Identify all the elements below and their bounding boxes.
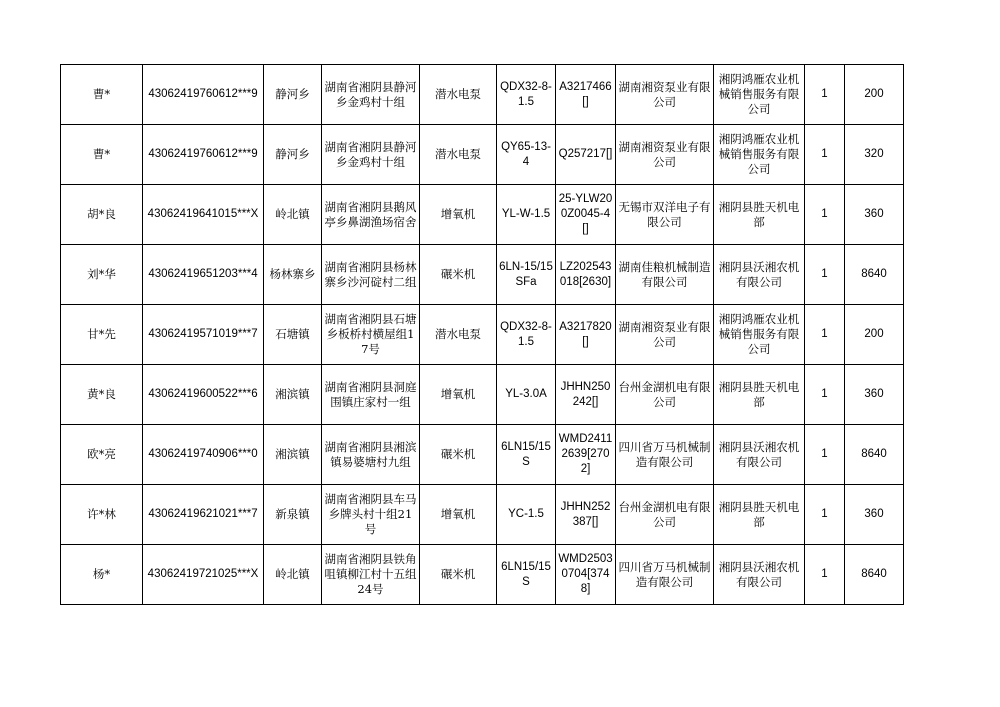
seller: 湘阴县胜天机电部 [714, 365, 805, 425]
subsidy-amount: 360 [845, 185, 904, 245]
address: 湖南省湘阴县湘滨镇易婆塘村九组 [322, 425, 420, 485]
id-number: 43062419600522***6 [143, 365, 264, 425]
quantity: 1 [805, 185, 845, 245]
address: 湖南省湘阴县静河乡金鸡村十组 [322, 65, 420, 125]
id-number: 43062419760612***9 [143, 125, 264, 185]
serial-number: JHHN252387[] [556, 485, 616, 545]
town: 湘滨镇 [264, 425, 322, 485]
model-number: 6LN15/15S [497, 425, 556, 485]
buyer-name: 黄*良 [61, 365, 143, 425]
machine-type: 碾米机 [420, 425, 497, 485]
buyer-name: 欧*亮 [61, 425, 143, 485]
id-number: 43062419721025***X [143, 545, 264, 605]
id-number: 43062419760612***9 [143, 65, 264, 125]
machine-type: 潜水电泵 [420, 125, 497, 185]
seller: 湘阴县沃湘农机有限公司 [714, 545, 805, 605]
manufacturer: 湖南湘资泵业有限公司 [616, 305, 714, 365]
model-number: YL-3.0A [497, 365, 556, 425]
machine-type: 增氧机 [420, 365, 497, 425]
quantity: 1 [805, 305, 845, 365]
town: 杨林寨乡 [264, 245, 322, 305]
table-row [61, 545, 904, 605]
serial-number: 25-YLW200Z0045-4[] [556, 185, 616, 245]
quantity: 1 [805, 125, 845, 185]
quantity: 1 [805, 425, 845, 485]
address: 湖南省湘阴县杨林寨乡沙河碇村二组 [322, 245, 420, 305]
table-row [61, 425, 904, 485]
id-number: 43062419641015***X [143, 185, 264, 245]
model-number: 6LN-15/15SFa [497, 245, 556, 305]
buyer-name: 曹* [61, 65, 143, 125]
machine-type: 碾米机 [420, 245, 497, 305]
quantity: 1 [805, 545, 845, 605]
town: 岭北镇 [264, 185, 322, 245]
town: 石塘镇 [264, 305, 322, 365]
address: 湖南省湘阴县铁角咀镇柳江村十五组24号 [322, 545, 420, 605]
table-row [61, 125, 904, 185]
town: 湘滨镇 [264, 365, 322, 425]
table-row [61, 245, 904, 305]
subsidy-amount: 360 [845, 485, 904, 545]
machine-type: 潜水电泵 [420, 305, 497, 365]
subsidy-table [60, 64, 904, 605]
subsidy-amount: 200 [845, 65, 904, 125]
manufacturer: 湖南湘资泵业有限公司 [616, 125, 714, 185]
serial-number: Q257217[] [556, 125, 616, 185]
seller: 湘阴鸿雁农业机械销售服务有限公司 [714, 65, 805, 125]
seller: 湘阴县胜天机电部 [714, 485, 805, 545]
manufacturer: 四川省万马机械制造有限公司 [616, 545, 714, 605]
buyer-name: 胡*良 [61, 185, 143, 245]
buyer-name: 甘*先 [61, 305, 143, 365]
address: 湖南省湘阴县静河乡金鸡村十组 [322, 125, 420, 185]
machine-type: 增氧机 [420, 485, 497, 545]
subsidy-amount: 8640 [845, 245, 904, 305]
address: 湖南省湘阴县鹅风亭乡鼻湖渔场宿舍 [322, 185, 420, 245]
model-number: 6LN15/15S [497, 545, 556, 605]
buyer-name: 许*林 [61, 485, 143, 545]
address: 湖南省湘阴县洞庭围镇庄家村一组 [322, 365, 420, 425]
quantity: 1 [805, 245, 845, 305]
town: 岭北镇 [264, 545, 322, 605]
quantity: 1 [805, 485, 845, 545]
model-number: QDX32-8-1.5 [497, 305, 556, 365]
id-number: 43062419740906***0 [143, 425, 264, 485]
machine-type: 增氧机 [420, 185, 497, 245]
model-number: QDX32-8-1.5 [497, 65, 556, 125]
table-row [61, 185, 904, 245]
table-row [61, 485, 904, 545]
serial-number: JHHN250242[] [556, 365, 616, 425]
manufacturer: 台州金湖机电有限公司 [616, 365, 714, 425]
model-number: YL-W-1.5 [497, 185, 556, 245]
machine-type: 潜水电泵 [420, 65, 497, 125]
table-row [61, 305, 904, 365]
town: 静河乡 [264, 65, 322, 125]
table-row [61, 365, 904, 425]
subsidy-amount: 320 [845, 125, 904, 185]
seller: 湘阴县沃湘农机有限公司 [714, 425, 805, 485]
table-body [61, 65, 904, 605]
table-row [61, 65, 904, 125]
quantity: 1 [805, 65, 845, 125]
serial-number: WMD25030704[3748] [556, 545, 616, 605]
model-number: QY65-13-4 [497, 125, 556, 185]
subsidy-amount: 8640 [845, 425, 904, 485]
seller: 湘阴县胜天机电部 [714, 185, 805, 245]
subsidy-amount: 8640 [845, 545, 904, 605]
subsidy-amount: 200 [845, 305, 904, 365]
manufacturer: 湖南佳粮机械制造有限公司 [616, 245, 714, 305]
manufacturer: 湖南湘资泵业有限公司 [616, 65, 714, 125]
town: 新泉镇 [264, 485, 322, 545]
buyer-name: 曹* [61, 125, 143, 185]
subsidy-amount: 360 [845, 365, 904, 425]
serial-number: A3217820[] [556, 305, 616, 365]
manufacturer: 四川省万马机械制造有限公司 [616, 425, 714, 485]
town: 静河乡 [264, 125, 322, 185]
address: 湖南省湘阴县石塘乡板桥村横屋组17号 [322, 305, 420, 365]
address: 湖南省湘阴县车马乡牌头村十组21号 [322, 485, 420, 545]
manufacturer: 台州金湖机电有限公司 [616, 485, 714, 545]
serial-number: WMD24112639[2702] [556, 425, 616, 485]
seller: 湘阴鸿雁农业机械销售服务有限公司 [714, 125, 805, 185]
serial-number: A3217466[] [556, 65, 616, 125]
id-number: 43062419621021***7 [143, 485, 264, 545]
seller: 湘阴鸿雁农业机械销售服务有限公司 [714, 305, 805, 365]
manufacturer: 无锡市双洋电子有限公司 [616, 185, 714, 245]
seller: 湘阴县沃湘农机有限公司 [714, 245, 805, 305]
model-number: YC-1.5 [497, 485, 556, 545]
buyer-name: 刘*华 [61, 245, 143, 305]
id-number: 43062419651203***4 [143, 245, 264, 305]
serial-number: LZ202543018[2630] [556, 245, 616, 305]
machine-type: 碾米机 [420, 545, 497, 605]
id-number: 43062419571019***7 [143, 305, 264, 365]
buyer-name: 杨* [61, 545, 143, 605]
quantity: 1 [805, 365, 845, 425]
